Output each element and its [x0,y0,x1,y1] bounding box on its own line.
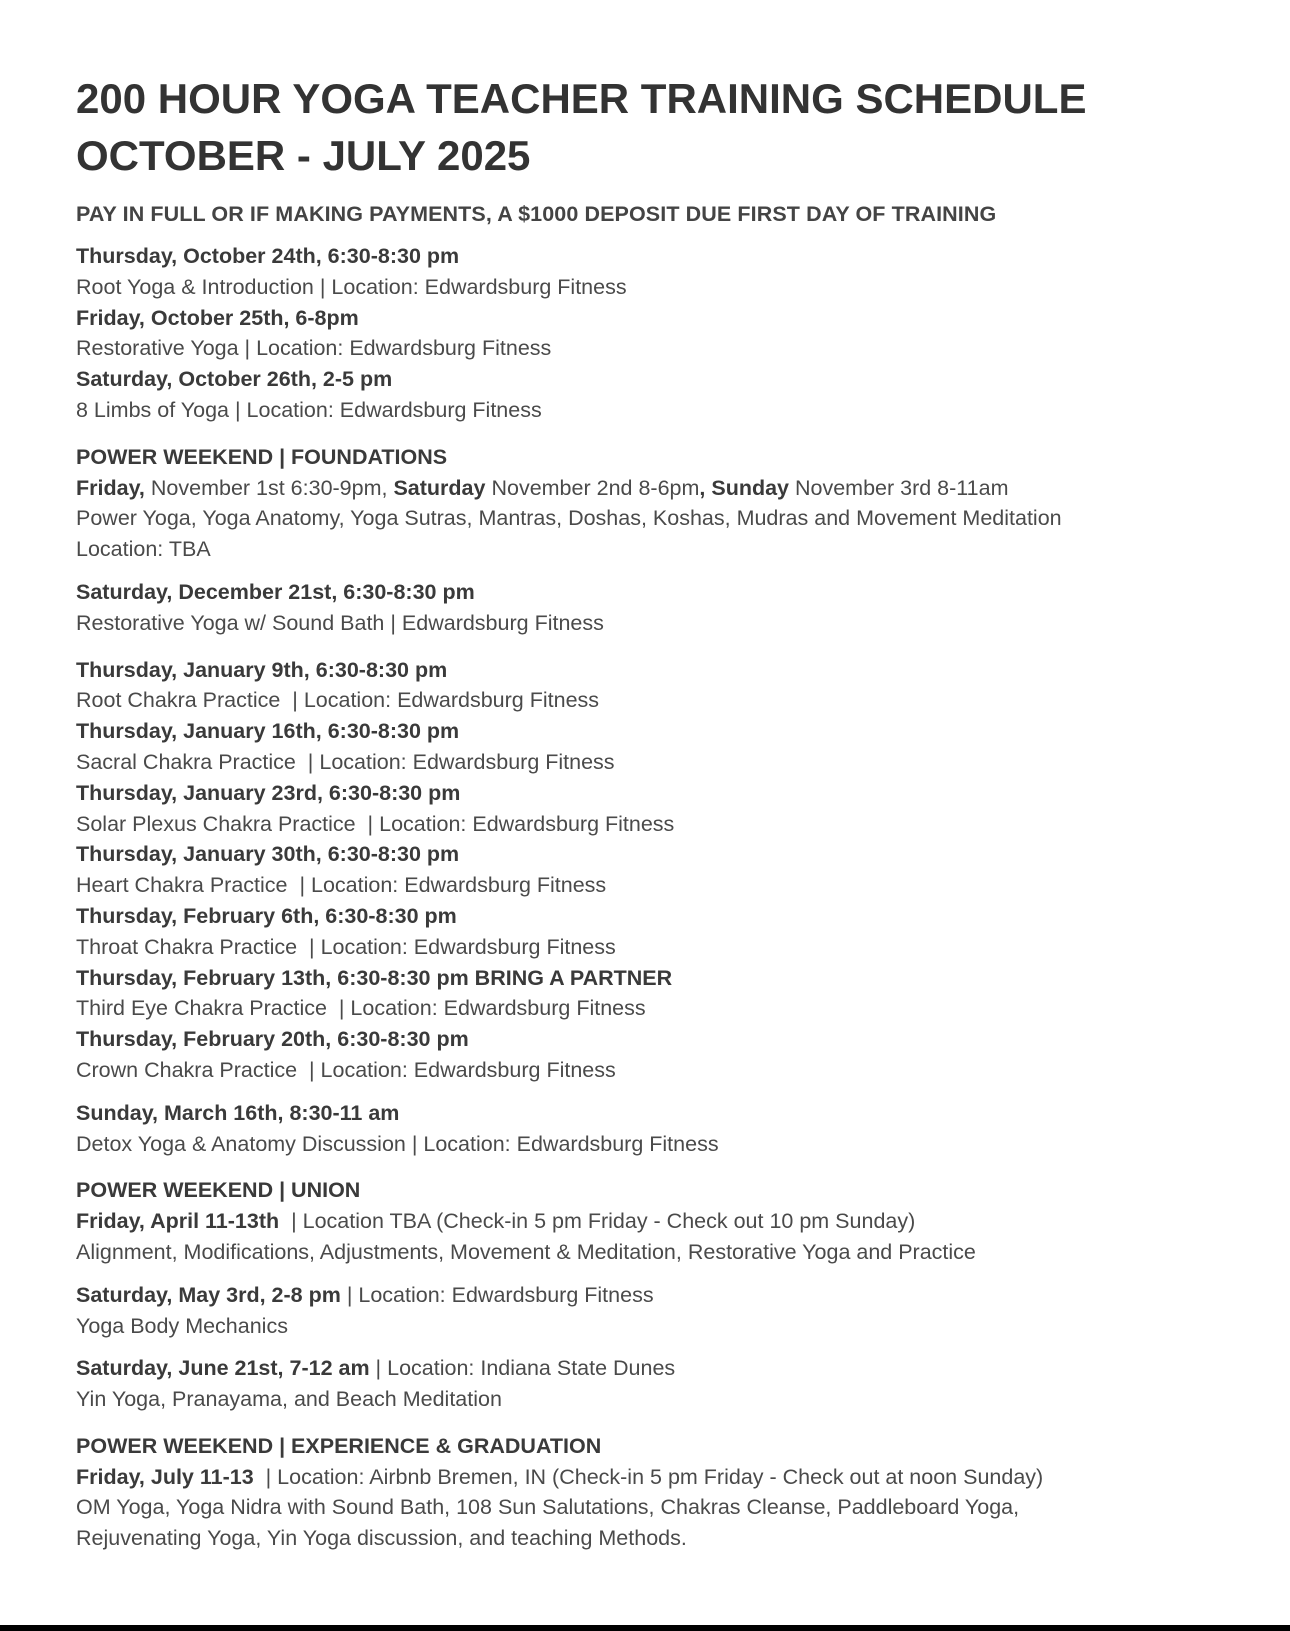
chakra-series [76,655,1256,1086]
weekend-location: Location: TBA [76,537,211,562]
session-details: Throat Chakra Practice | Location: Edwardsburg Fitness [76,934,616,959]
weekend-topics: OM Yoga, Yoga Nidra with Sound Bath, 108 Sun Salutations, Chakras Cleanse, Paddleboard Yoga, [76,1495,1020,1520]
may-session [76,1280,1256,1342]
session-details: Root Chakra Practice | Location: Edwardsburg Fitness [76,688,600,713]
power-weekend-union [76,1175,1256,1267]
weekend-topics: Power Yoga, Yoga Anatomy, Yoga Sutras, Mantras, Doshas, Koshas, Mudras and Movement Meditation [76,506,1062,531]
session-date: Thursday, January 30th, 6:30-8:30 pm [76,842,460,867]
march-session [76,1098,1256,1160]
date-label: Saturday, June 21st, 7-12 am [76,1356,370,1381]
december-session [76,577,1256,639]
title-line-1: 200 HOUR YOGA TEACHER TRAINING SCHEDULE [76,75,1087,122]
weekend-dates [76,473,1256,504]
weekend-topics: Rejuvenating Yoga, Yin Yoga discussion, and teaching Methods. [76,1526,687,1551]
session-date: Thursday, January 23rd, 6:30-8:30 pm [76,780,461,805]
session-date: Sunday, March 16th, 8:30-11 am [76,1100,400,1125]
location-text: | Location TBA (Check-in 5 pm Friday - Check out 10 pm Sunday) [279,1209,916,1234]
day-time: November 1st 6:30-9pm, [144,475,394,500]
day-time: November 3rd 8-11am [789,475,1009,500]
section-heading: POWER WEEKEND | EXPERIENCE & GRADUATION [76,1433,602,1458]
session-date: Saturday, October 26th, 2-5 pm [76,367,393,392]
weekend-topics: Alignment, Modifications, Adjustments, Movement & Meditation, Restorative Yoga and Practice [76,1239,976,1264]
session-date: Saturday, December 21st, 6:30-8:30 pm [76,579,475,604]
location-text: | Location: Edwardsburg Fitness [340,1282,654,1307]
session-details: Detox Yoga & Anatomy Discussion | Location: Edwardsburg Fitness [76,1131,719,1156]
power-weekend-foundations [76,442,1256,565]
page-title [76,70,1256,184]
october-sessions [76,241,1256,426]
session-details: Sacral Chakra Practice | Location: Edwardsburg Fitness [76,749,615,774]
session-details: Root Yoga & Introduction | Location: Edwardsburg Fitness [76,274,627,299]
session-date [76,1353,1256,1384]
session-date: Friday, October 25th, 6-8pm [76,305,359,330]
session-details: 8 Limbs of Yoga | Location: Edwardsburg Fitness [76,397,542,422]
power-weekend-graduation [76,1431,1256,1554]
session-date: Thursday, January 16th, 6:30-8:30 pm [76,719,460,744]
weekend-dates [76,1462,1256,1493]
title-line-2: OCTOBER - JULY 2025 [76,132,531,179]
session-date: Thursday, January 9th, 6:30-8:30 pm [76,657,448,682]
session-details: Third Eye Chakra Practice | Location: Edwardsburg Fitness [76,996,646,1021]
day-label: , Sunday [699,475,790,500]
payment-notice: PAY IN FULL OR IF MAKING PAYMENTS, A $1000 DEPOSIT DUE FIRST DAY OF TRAINING [76,202,997,226]
session-date: Thursday, February 13th, 6:30-8:30 pm BRING A PARTNER [76,965,673,990]
session-details: Heart Chakra Practice | Location: Edwardsburg Fitness [76,873,607,898]
session-date [76,1280,1256,1311]
session-details: Restorative Yoga | Location: Edwardsburg Fitness [76,336,552,361]
session-details: Yin Yoga, Pranayama, and Beach Meditation [76,1387,502,1412]
session-details: Solar Plexus Chakra Practice | Location: Edwardsburg Fitness [76,811,675,836]
section-heading: POWER WEEKEND | UNION [76,1178,361,1203]
session-details: Crown Chakra Practice | Location: Edwardsburg Fitness [76,1057,616,1082]
session-details: Yoga Body Mechanics [76,1313,288,1338]
location-text: | Location: Airbnb Bremen, IN (Check-in 5 pm Friday - Check out at noon Sunday) [253,1464,1044,1489]
june-session [76,1353,1256,1415]
session-date: Thursday, October 24th, 6:30-8:30 pm [76,244,460,268]
session-details: Restorative Yoga w/ Sound Bath | Edwardsburg Fitness [76,610,604,635]
day-time: November 2nd 8-6pm [485,475,700,500]
date-label: Friday, April 11-13th [76,1209,280,1234]
bottom-divider [0,1625,1290,1631]
location-text: | Location: Indiana State Dunes [369,1356,676,1381]
session-date: Thursday, February 20th, 6:30-8:30 pm [76,1027,469,1052]
date-label: Friday, July 11-13 [76,1464,254,1489]
weekend-dates [76,1206,1256,1237]
session-date: Thursday, February 6th, 6:30-8:30 pm [76,903,457,928]
day-label: Friday, [76,475,145,500]
day-label: Saturday [393,475,486,500]
schedule-document [76,70,1256,1554]
date-label: Saturday, May 3rd, 2-8 pm [76,1282,341,1307]
section-heading: POWER WEEKEND | FOUNDATIONS [76,444,448,469]
